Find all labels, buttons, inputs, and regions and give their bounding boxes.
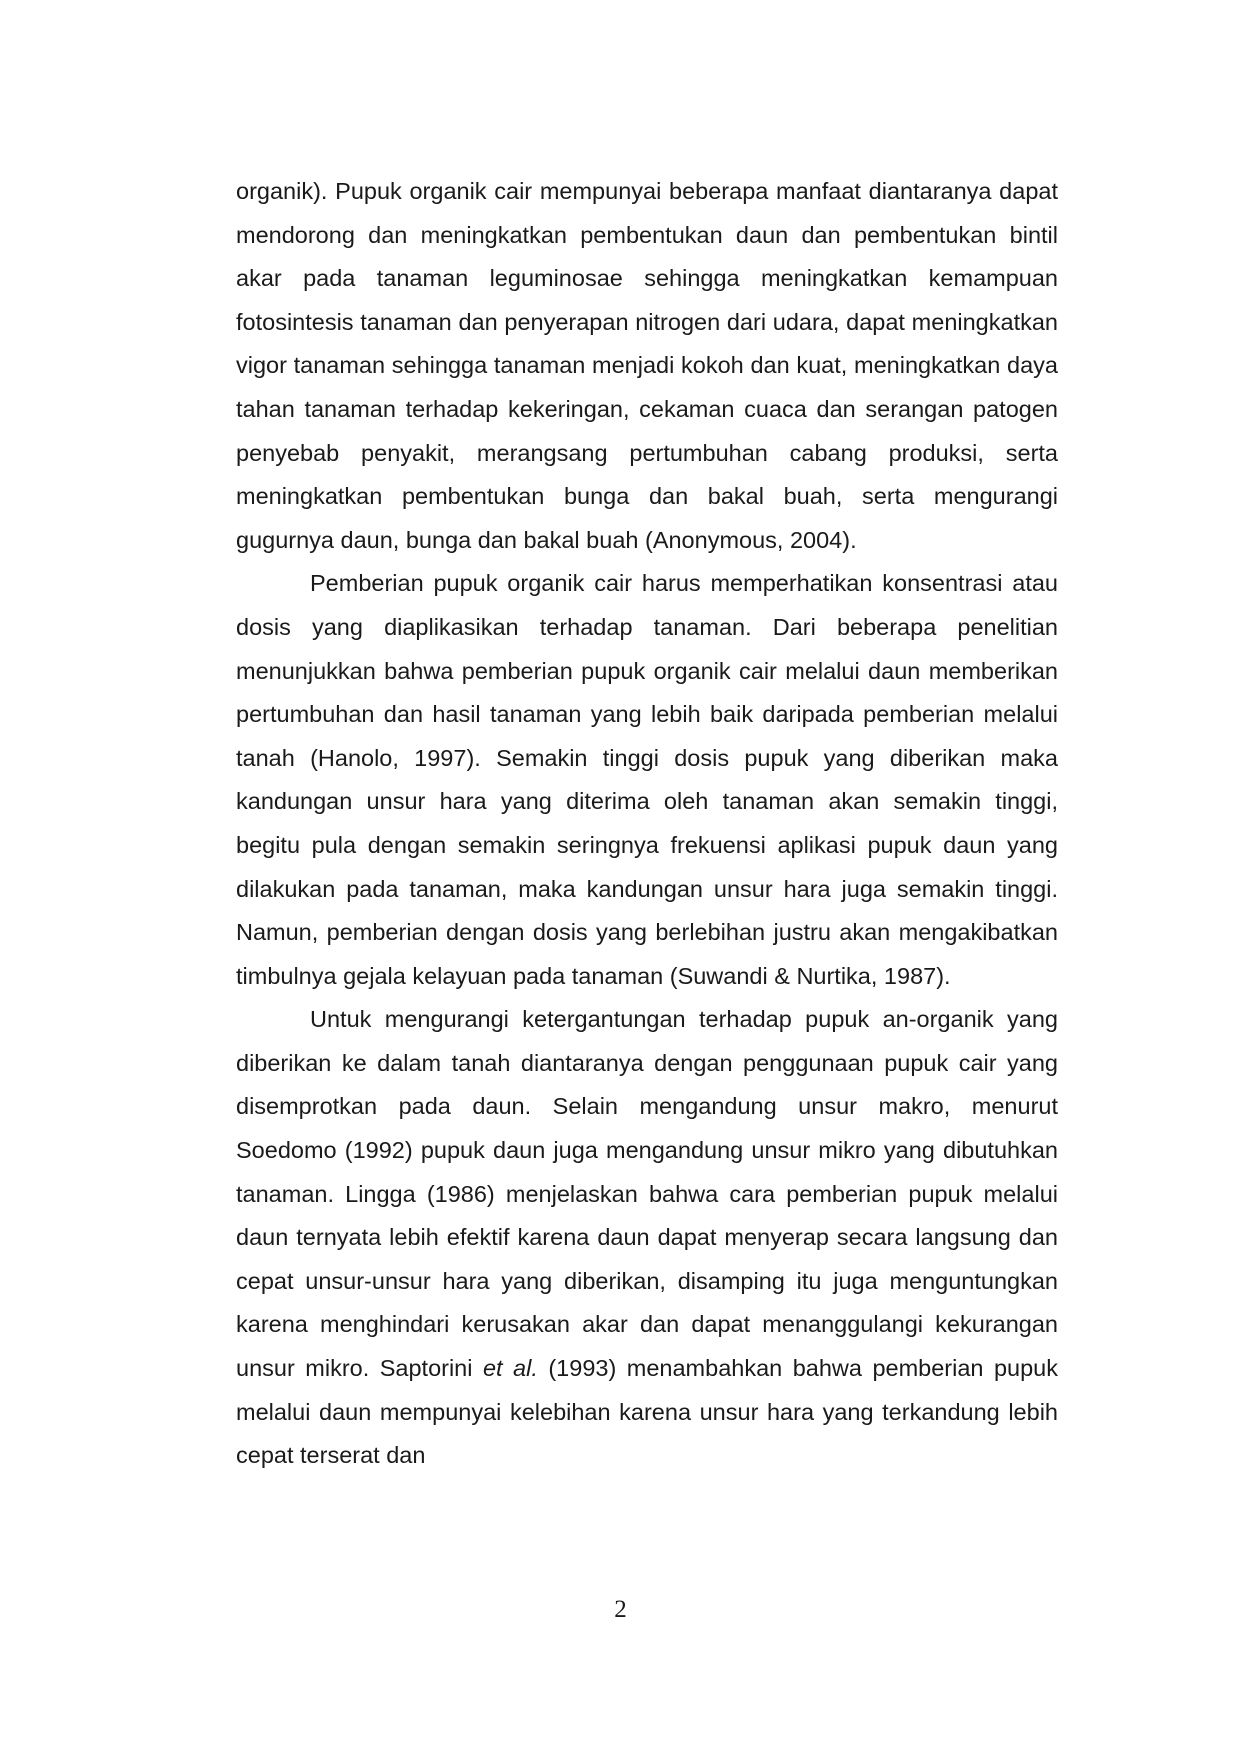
paragraph-3-text-b: (1993) menambahkan bahwa pemberian pupuk melalui daun mempunyai kelebihan karena unsur hara yang terkandung lebih cepat terserat dan bbox=[236, 1355, 1058, 1469]
paragraph-3 bbox=[236, 998, 1058, 1478]
paragraph-3-italic-et-al: et al. bbox=[482, 1355, 538, 1382]
paragraph-1-text: organik). Pupuk organik cair mempunyai beberapa manfaat diantaranya dapat mendorong dan meningkatkan pembentukan daun dan pembentukan bintil akar pada tanaman leguminosae sehingga meningkatkan kemampuan fotosintesis tanaman dan penyerapan nitrogen dari udara, dapat meningkatkan vigor tanaman sehingga tanaman menjadi kokoh dan kuat, meningkatkan daya tahan tanaman terhadap kekeringan, cekaman cuaca dan serangan patogen penyebab penyakit, merangsang pertumbuhan cabang produksi, serta meningkatkan pembentukan bunga dan bakal buah, serta mengurangi gugurnya daun, bunga dan bakal buah (Anonymous, 2004). bbox=[236, 178, 1058, 553]
page-number: 2 bbox=[614, 1596, 627, 1623]
body-text bbox=[236, 170, 1058, 1478]
paragraph-2-text: Pemberian pupuk organik cair harus memperhatikan konsentrasi atau dosis yang diaplikasikan terhadap tanaman. Dari beberapa penelitian menunjukkan bahwa pemberian pupuk organik cair melalui daun memberikan pertumbuhan dan hasil tanaman yang lebih baik daripada pemberian melalui tanah (Hanolo, 1997). Semakin tinggi dosis pupuk yang diberikan maka kandungan unsur hara yang diterima oleh tanaman akan semakin tinggi, begitu pula dengan semakin seringnya frekuensi aplikasi pupuk daun yang dilakukan pada tanaman, maka kandungan unsur hara juga semakin tinggi. Namun, pemberian dengan dosis yang berlebihan justru akan mengakibatkan timbulnya gejala kelayuan pada tanaman (Suwandi & Nurtika, 1987). bbox=[236, 570, 1058, 989]
paragraph-3-text-a: Untuk mengurangi ketergantungan terhadap pupuk an-organik yang diberikan ke dalam tanah diantaranya dengan penggunaan pupuk cair yang disemprotkan pada daun. Selain mengandung unsur makro, menurut Soedomo (1992) pupuk daun juga mengandung unsur mikro yang dibutuhkan tanaman. Lingga (1986) menjelaskan bahwa cara pemberian pupuk melalui daun ternyata lebih efektif karena daun dapat menyerap secara langsung dan cepat unsur-unsur hara yang diberikan, disamping itu juga menguntungkan karena menghindari kerusakan akar dan dapat menanggulangi kekurangan unsur mikro. Saptorini bbox=[236, 1006, 1058, 1382]
paragraph-2 bbox=[236, 562, 1058, 998]
paragraph-1 bbox=[236, 170, 1058, 562]
